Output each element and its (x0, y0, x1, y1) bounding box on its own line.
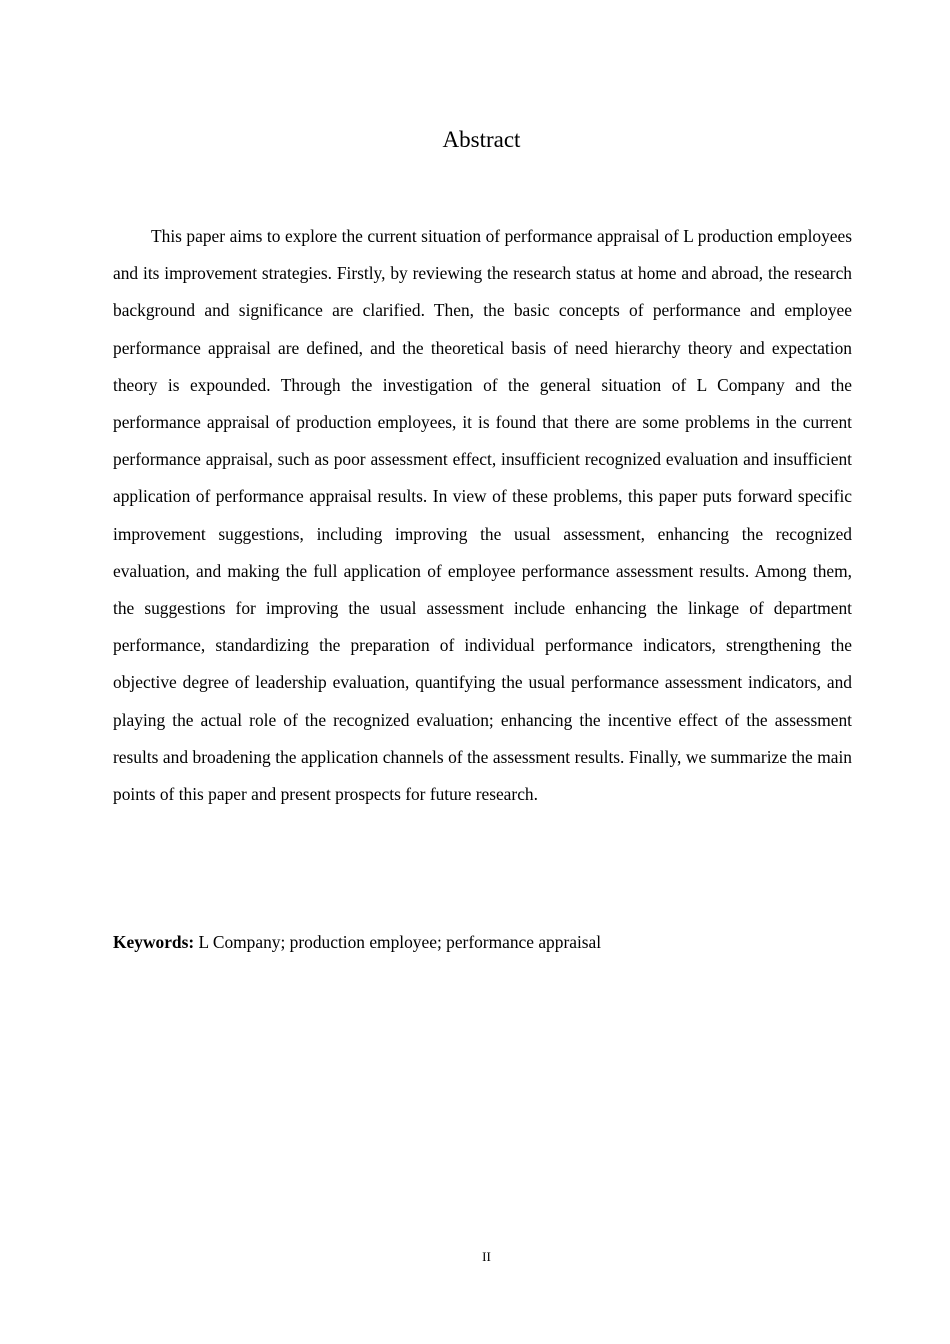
keywords-line (113, 926, 852, 958)
keywords-label: Keywords: (113, 932, 195, 952)
abstract-title: Abstract (442, 127, 521, 152)
page-number: II (482, 1249, 491, 1264)
keywords-text: L Company; production employee; performance appraisal (198, 932, 602, 952)
abstract-paragraph: This paper aims to explore the current situation of performance appraisal of L production employees and its improvement strategies. Firstly, by reviewing the research status at home and abroad, the research background and significance are clarified. Then, the basic concepts of performance and employee performance appraisal are defined, and the theoretical basis of need hierarchy theory and expectation theory is expounded. Through the investigation of the general situation of L Company and the performance appraisal of production employees, it is found that there are some problems in the current performance appraisal, such as poor assessment effect, insufficient recognized evaluation and insufficient application of performance appraisal results. In view of these problems, this paper puts forward specific improvement suggestions, including improving the usual assessment, enhancing the recognized evaluation, and making the full application of employee performance assessment results. Among them, the suggestions for improving the usual assessment include enhancing the linkage of department performance, standardizing the preparation of individual performance indicators, strengthening the objective degree of leadership evaluation, quantifying the usual performance assessment indicators, and playing the actual role of the recognized evaluation; enhancing the incentive effect of the assessment results and broadening the application channels of the assessment results. Finally, we summarize the main points of this paper and present prospects for future research. (113, 226, 852, 805)
